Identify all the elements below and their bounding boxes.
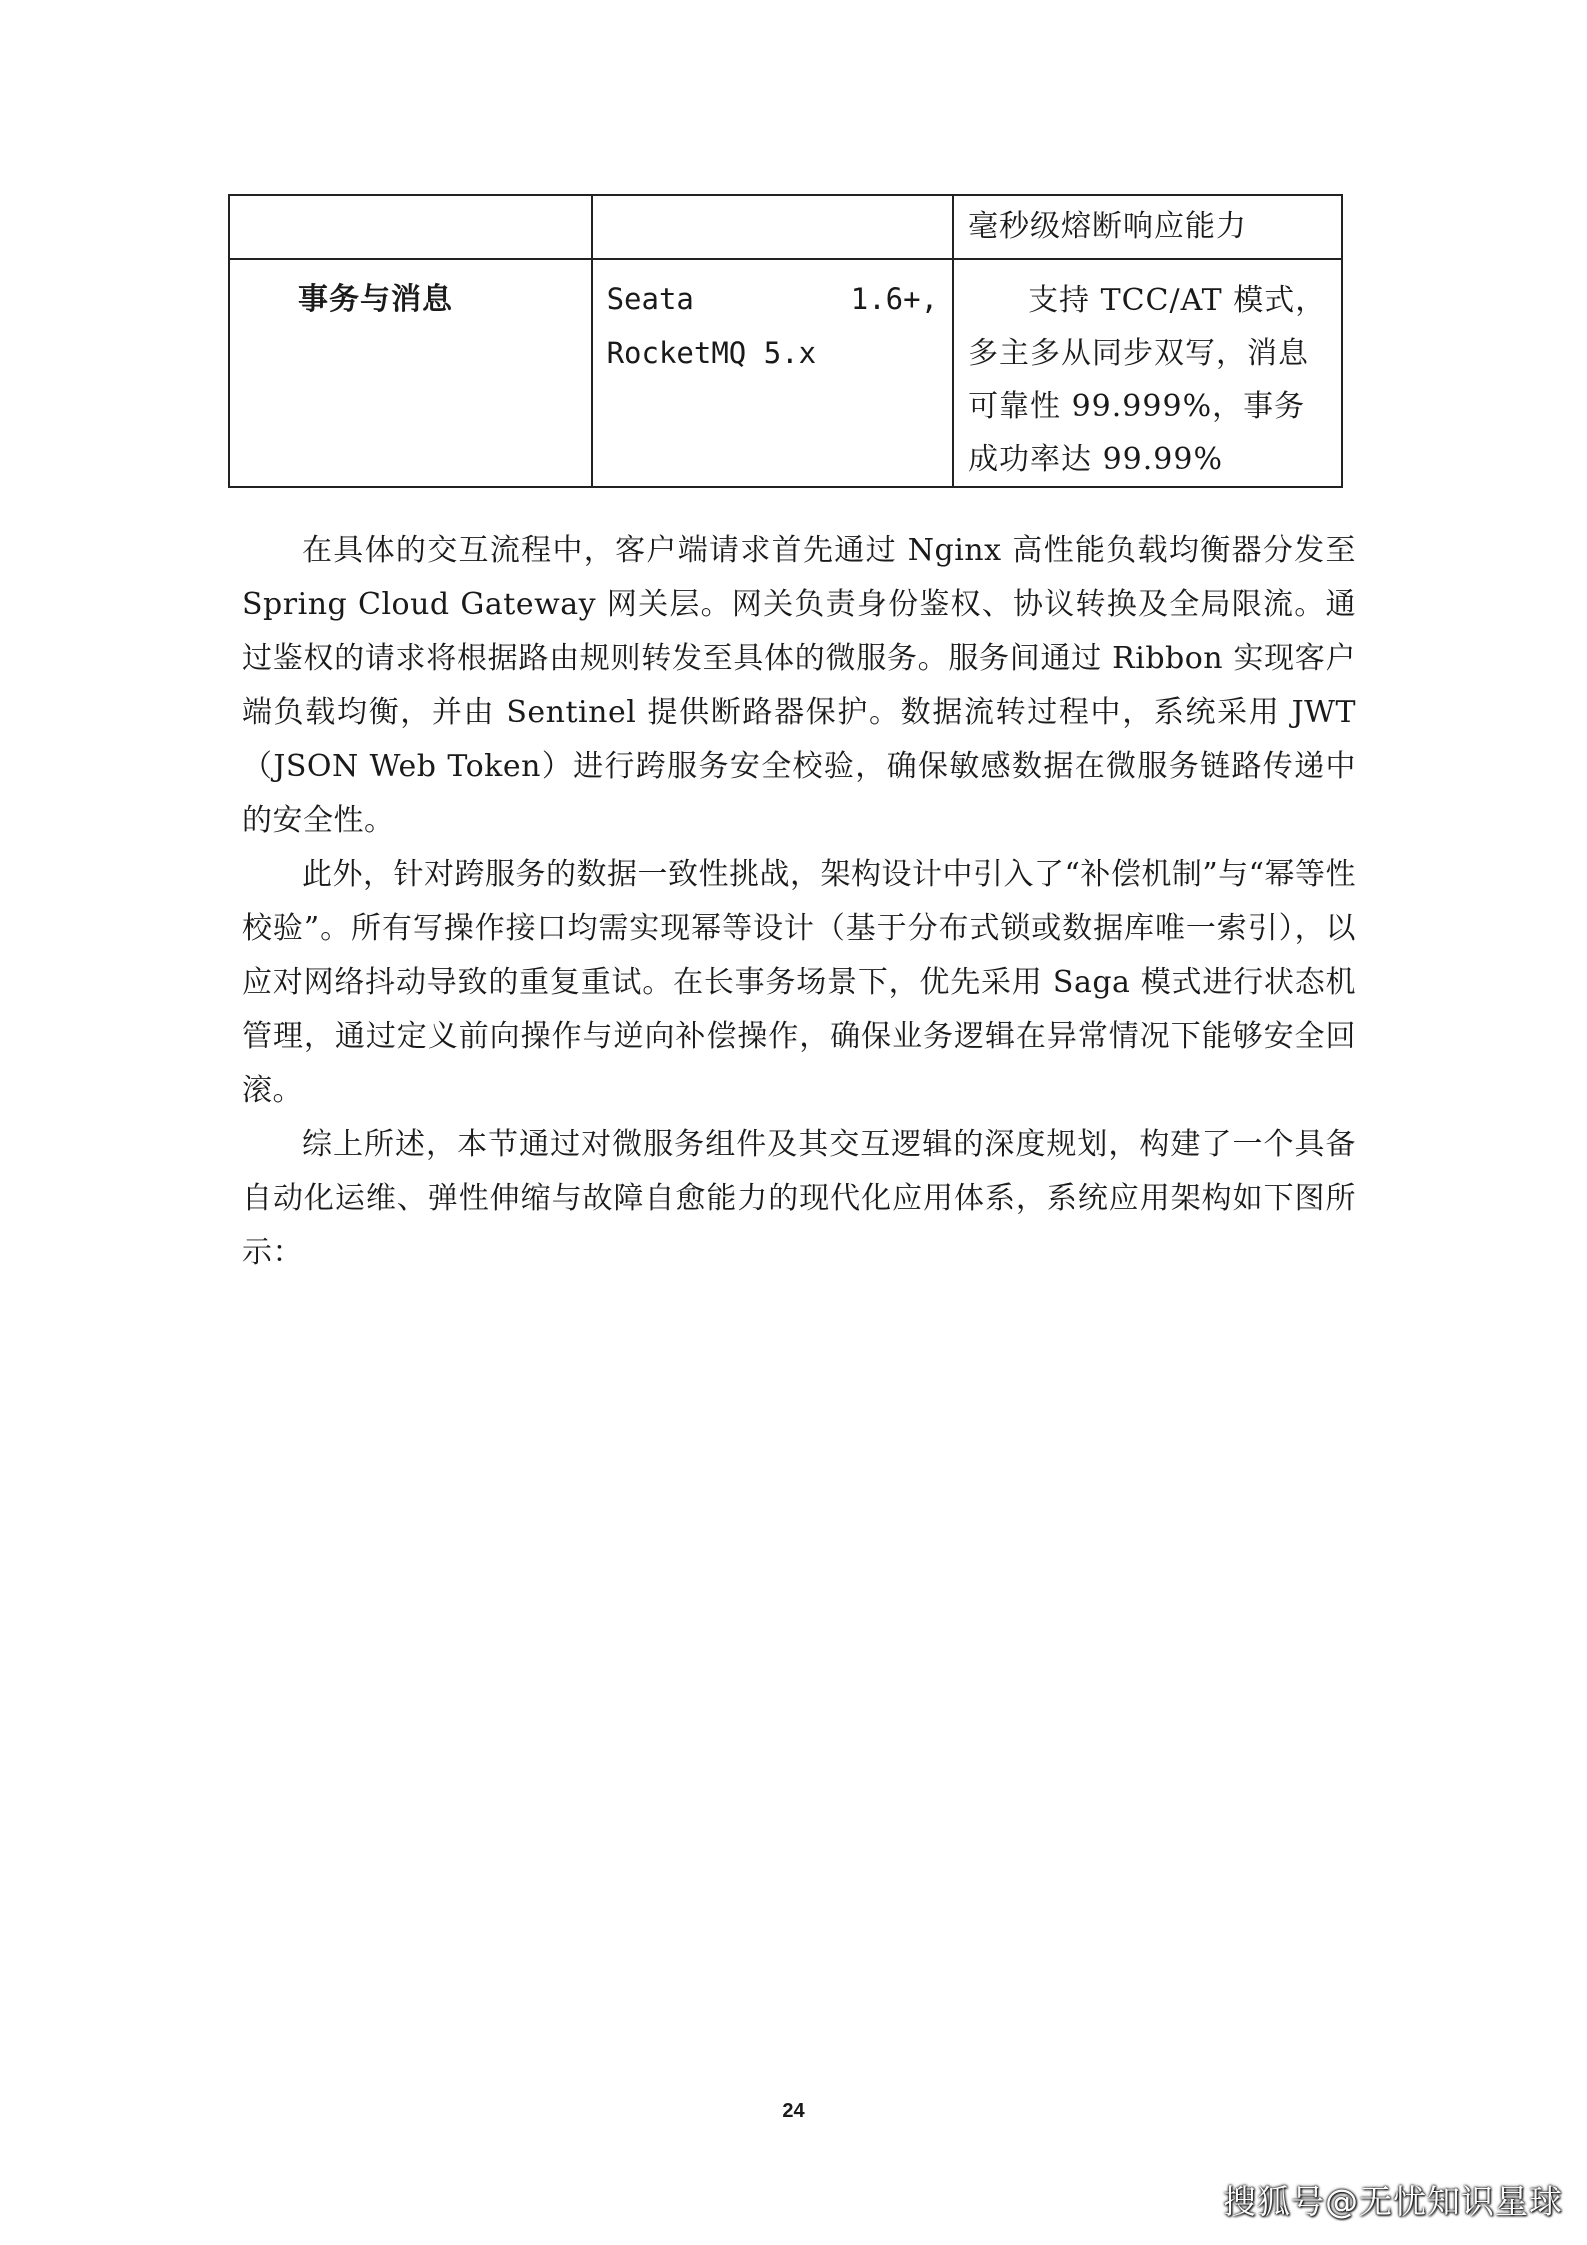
table-cell	[592, 195, 954, 259]
table-cell	[229, 195, 592, 259]
technology-line: Seata 1.6+,	[606, 282, 939, 316]
paragraph: 在具体的交互流程中，客户端请求首先通过 Nginx 高性能负载均衡器分发至 Spring Cloud Gateway 网关层。网关负责身份鉴权、协议转换及全局限流。通过鉴权的请求将根据路由规则转发至具体的微服务。服务间通过 Ribbon 实现客户端负载均衡，并由 Sentinel 提供断路器保护。数据流转过程中，系统采用 JWT（JSON Web Token）进行跨服务安全校验，确保敏感数据在微服务链路传递中的安全性。	[242, 533, 1356, 838]
technology-text	[607, 272, 939, 380]
body-text	[242, 524, 1356, 1280]
table-cell	[953, 259, 1342, 487]
tech-stack-table	[228, 194, 1343, 488]
paragraph: 综上所述，本节通过对微服务组件及其交互逻辑的深度规划，构建了一个具备自动化运维、弹性伸缩与故障自愈能力的现代化应用体系，系统应用架构如下图所示：	[242, 1127, 1356, 1270]
technology-line: RocketMQ 5.x	[606, 336, 817, 370]
paragraph: 此外，针对跨服务的数据一致性挑战，架构设计中引入了“补偿机制”与“幂等性校验”。所有写操作接口均需实现幂等设计（基于分布式锁或数据库唯一索引），以应对网络抖动导致的重复重试。在长事务场景下，优先采用 Saga 模式进行状态机管理，通过定义前向操作与逆向补偿操作，确保业务逻辑在异常情况下能够安全回滚。	[242, 857, 1357, 1108]
table-row	[229, 195, 1342, 259]
table-cell: 毫秒级熔断响应能力	[953, 195, 1342, 259]
table-cell	[592, 259, 954, 487]
table-cell	[229, 259, 592, 487]
watermark: 搜狐号@无忧知识星球	[1223, 2182, 1563, 2221]
category-label: 事务与消息	[298, 282, 453, 317]
page-number: 24	[782, 2100, 805, 2122]
table-row	[229, 259, 1342, 487]
description-text: 支持 TCC/AT 模式，多主多从同步双写，消息可靠性 99.999%，事务成功率达 99.99%	[968, 283, 1327, 477]
